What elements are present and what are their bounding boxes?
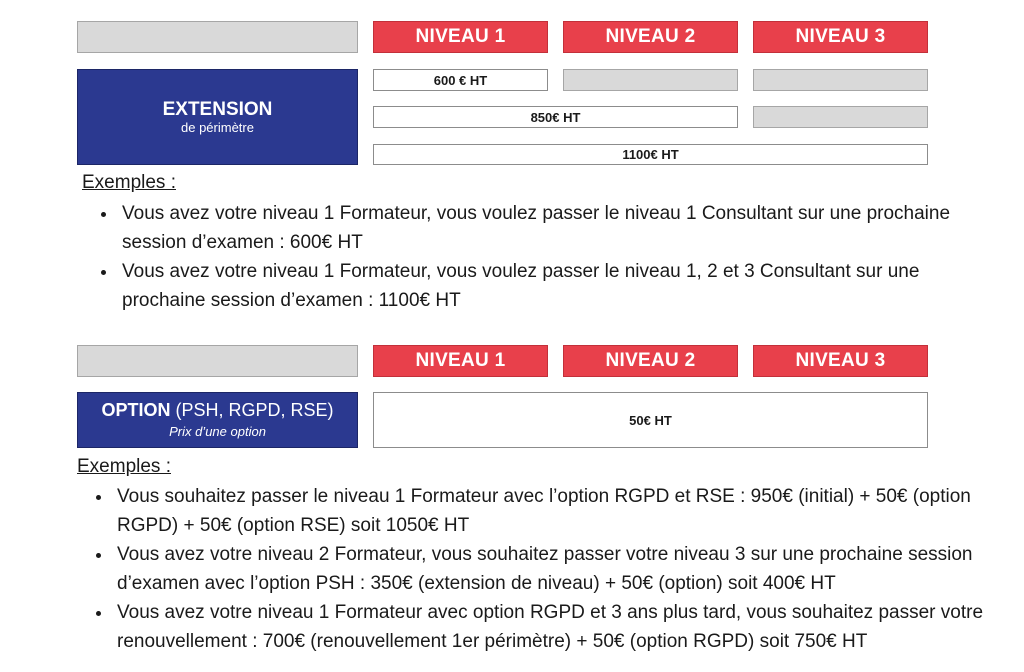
header-blank-cell <box>77 345 358 377</box>
examples-list <box>82 199 968 315</box>
examples-list <box>77 482 1013 656</box>
empty-cell <box>753 106 928 128</box>
list-item: • Vous avez votre niveau 2 Formateur, vous souhaitez passer votre niveau 3 sur une prochaine session d’examen avec l’option PSH : 350€ (extension de niveau) + 50€ (option) soit 400€ HT <box>113 540 1013 598</box>
option-title-bold: OPTION <box>101 400 171 420</box>
level-3-header: NIVEAU 3 <box>753 21 928 53</box>
price-level-1-2: 850€ HT <box>373 106 738 128</box>
extension-subtitle: de périmètre <box>181 119 254 135</box>
option-title-detail: (PSH, RGPD, RSE) <box>170 400 334 420</box>
level-3-header: NIVEAU 3 <box>753 345 928 377</box>
list-item: • Vous avez votre niveau 1 Formateur, vous voulez passer le niveau 1, 2 et 3 Consultant sur une prochaine session d’examen : 1100€ HT <box>118 257 968 315</box>
option-title <box>101 399 333 421</box>
option-label-cell <box>77 392 358 448</box>
level-1-header: NIVEAU 1 <box>373 345 548 377</box>
price-level-1: 600 € HT <box>373 69 548 91</box>
price-level-1-2-3: 1100€ HT <box>373 144 928 165</box>
empty-cell <box>563 69 738 91</box>
extension-title: EXTENSION <box>162 98 273 120</box>
header-blank-cell <box>77 21 358 53</box>
list-item: • Vous avez votre niveau 1 Formateur, vous voulez passer le niveau 1 Consultant sur une prochaine session d’examen : 600€ HT <box>118 199 968 257</box>
examples-heading: Exemples : <box>82 172 176 193</box>
level-1-header: NIVEAU 1 <box>373 21 548 53</box>
level-2-header: NIVEAU 2 <box>563 21 738 53</box>
level-2-header: NIVEAU 2 <box>563 345 738 377</box>
option-price: 50€ HT <box>373 392 928 448</box>
list-item: • Vous souhaitez passer le niveau 1 Formateur avec l’option RGPD et RSE : 950€ (initial) + 50€ (option RGPD) + 50€ (option RSE) soit 1050€ HT <box>113 482 1013 540</box>
examples-heading: Exemples : <box>77 456 171 477</box>
extension-label-cell <box>77 69 358 165</box>
option-subtitle: Prix d’une option <box>169 424 266 439</box>
list-item: • Vous avez votre niveau 1 Formateur avec option RGPD et 3 ans plus tard, vous souhaitez passer votre renouvellement : 700€ (renouvellement 1er périmètre) + 50€ (option RGPD) soit 750€ HT <box>113 598 1013 656</box>
empty-cell <box>753 69 928 91</box>
